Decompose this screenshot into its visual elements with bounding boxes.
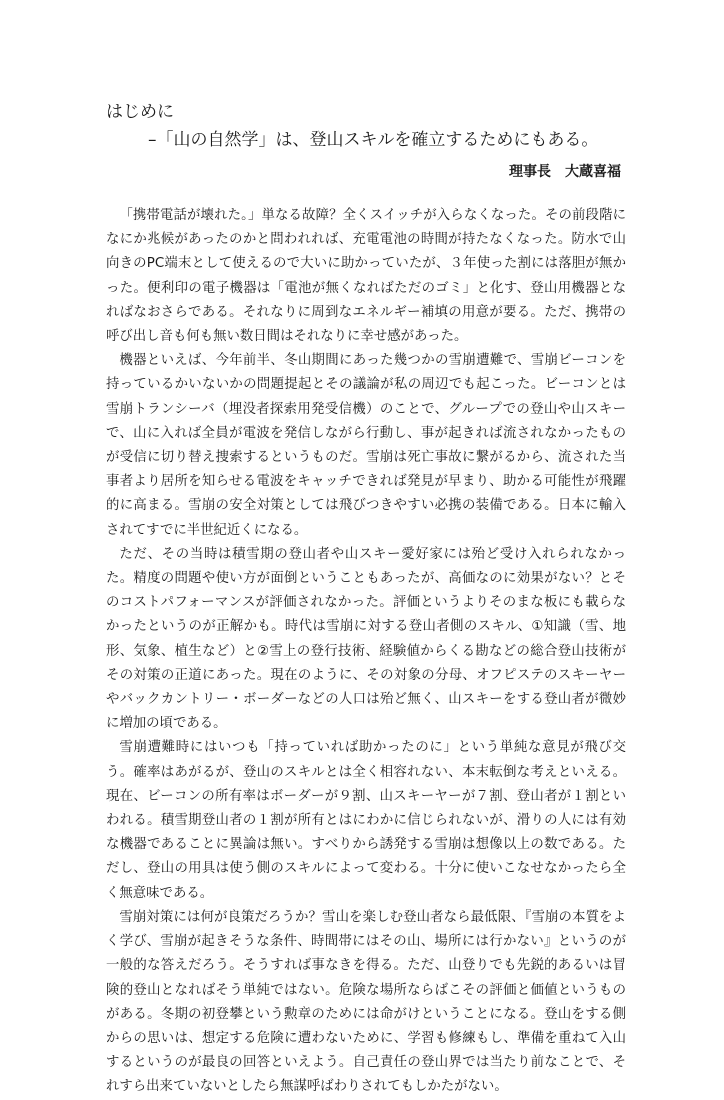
subtitle: –「山の自然学」は、登山スキルを確立するためにもある。 xyxy=(148,130,599,150)
paragraph: 雪崩対策には何が良策だろうか？雪山を楽しむ登山者なら最低限、『雪崩の本質をよく学び、雪崩が起きそうな条件、時間帯にはその山、場所には行かない』というのが一般的な答えだろう。そうすれば事なきを得る。ただ、山登りでも先鋭的あるいは冒険的登山となればそう単純ではない。危険な場所ならばこその評価と価値というものがある。冬期の初登攀という勲章のためには命がけということになる。登山をする側からの思いは、想定する危険に遭わないために、学習も修練もし、準備を重ねて入山するというのが最良の回答といえよう。自己責任の登山界では当たり前なことで、それすら出来ていないとしたら無謀呼ばわりされてもしかたがない。 xyxy=(106,909,626,1095)
paragraph: ただ、その当時は積雪期の登山者や山スキー愛好家には殆ど受け入れられなかった。精度の問題や使い方が面倒ということもあったが、高価なのに効果がない？とそのコストパフォーマンスが評価されなかった。評価というよりそのまな板にも載らなかったというのが正解かも。時代は雪崩に対する登山者側のスキル、①知識（雪、地形、気象、植生など）と②雪上の登行技術、経験値からくる勘などの総合登山技術がその対策の正道にあった。現在のように、その対象の分母、オフピステのスキーヤーやバックカントリー・ボーダーなどの人口は殆ど無く、山スキーをする登山者が微妙に増加の頃である。 xyxy=(106,546,626,732)
section-heading: はじめに xyxy=(106,102,174,122)
paragraph: 雪崩遭難時にはいつも「持っていれば助かったのに」という単純な意見が飛び交う。確率はあがるが、登山のスキルとは全く相容れない、本末転倒な考えといえる。現在、ビーコンの所有率はボーダーが９割、山スキーヤーが７割、登山者が１割といわれる。積雪期登山者の１割が所有とはにわかに信じられないが、滑りの人には有効な機器であることに異論は無い。すべりから誘発する雪崩は想像以上の数である。ただし、登山の用具は使う側のスキルによって変わる。十分に使いこなせなかったら全く無意味である。 xyxy=(106,740,626,901)
author-name: 大蔵喜福 xyxy=(565,164,621,180)
paragraph: 機器といえば、今年前半、冬山期間にあった幾つかの雪崩遭難で、雪崩ビーコンを持っているかいないかの問題提起とその議論が私の周辺でも起こった。ビーコンとは雪崩トランシーバ（埋没者探索用発受信機）のことで、グループでの登山や山スキーで、山に入れば全員が電波を発信しながら行動し、事が起きれば流されなかったものが受信に切り替え捜索するというものだ。雪崩は死亡事故に繋がるから、流された当事者より居所を知らせる電波をキャッチできれば発見が早まり、助かる可能性が飛躍的に高まる。雪崩の安全対策としては飛びつきやすい必携の装備である。日本に輸入されてすでに半世紀近くになる。 xyxy=(106,353,626,538)
author-role: 理事長 xyxy=(509,164,551,180)
body-text xyxy=(106,204,626,1100)
author-line xyxy=(509,162,621,182)
paragraph: 「携帯電話が壊れた。」単なる故障？全くスイッチが入らなくなった。その前段階になにか兆候があったのかと問われれば、充電電池の時間が持たなくなった。防水で山向きのPC端末として使えるので大いに助かっていたが、３年使った割には落胆が無かった。便利印の電子機器は「電池が無くなればただのゴミ」と化す、登山用機器となればなおさらである。それなりに周到なエネルギー補填の用意が要る。ただ、携帯の呼び出し音も何も無い数日間はそれなりに幸せ感があった。 xyxy=(106,208,626,345)
